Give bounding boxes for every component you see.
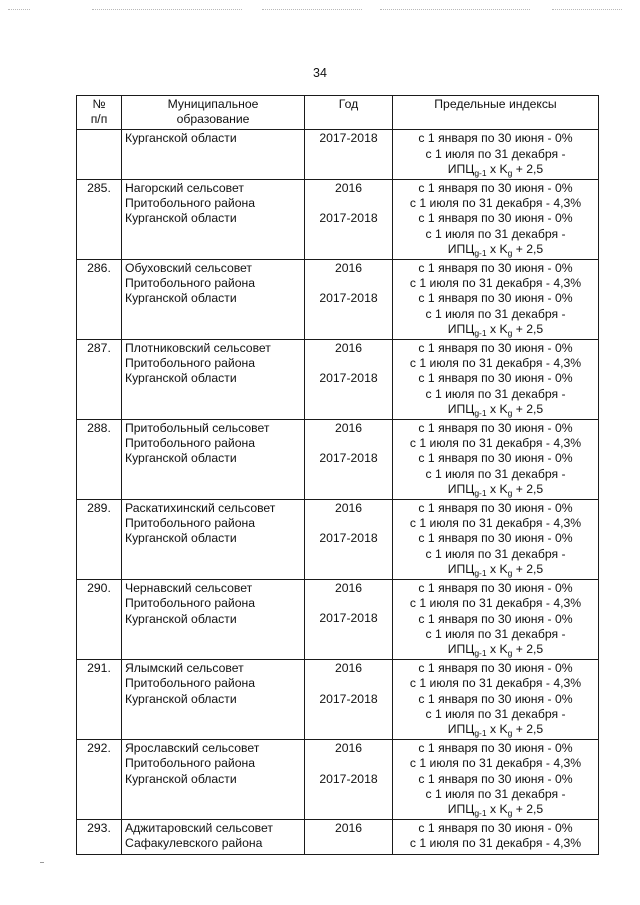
blank-line xyxy=(308,596,389,611)
formula-suffix: + 2,5 xyxy=(512,641,544,656)
formula-suffix: + 2,5 xyxy=(512,801,544,816)
blank-line xyxy=(308,356,389,371)
formula-mid: x K xyxy=(486,161,508,176)
year-value: 2017-2018 xyxy=(319,771,378,786)
table-row xyxy=(77,340,599,420)
formula-suffix: + 2,5 xyxy=(512,241,544,256)
index-period-line: с 1 июля по 31 декабря - xyxy=(425,706,566,721)
index-cell xyxy=(393,130,599,180)
formula-mid: x K xyxy=(486,721,508,736)
formula-mid: x K xyxy=(486,801,508,816)
index-period-line: с 1 января по 30 июня - 0% xyxy=(418,741,573,756)
index-period-line: с 1 января по 30 июня - 0% xyxy=(418,211,573,226)
municipality-line: Курганской области xyxy=(125,771,237,786)
page-number: 34 xyxy=(313,66,327,80)
index-formula xyxy=(396,562,595,577)
municipality-line: Плотниковский сельсовет xyxy=(125,341,271,356)
formula-mid: x K xyxy=(486,561,508,576)
index-period-line: с 1 января по 30 июня - 0% xyxy=(418,181,573,196)
table-row xyxy=(77,500,599,580)
table-row xyxy=(77,660,599,740)
index-formula xyxy=(396,722,595,737)
formula-subscript: g xyxy=(507,407,513,418)
index-period-line: с 1 июля по 31 декабря - xyxy=(425,626,566,641)
year-cell xyxy=(305,820,393,854)
index-period-line: с 1 июля по 31 декабря - xyxy=(425,226,566,241)
table-row xyxy=(77,180,599,260)
formula-subscript: g-1 xyxy=(474,407,487,418)
year-value: 2016 xyxy=(334,821,363,836)
municipality-line: Сафакулевского района xyxy=(125,836,263,851)
municipality-line: Раскатихинский сельсовет xyxy=(125,501,276,516)
index-period-line: с 1 января по 30 июня - 0% xyxy=(418,581,573,596)
year-value: 2016 xyxy=(334,501,363,516)
municipality-line: Притобольного района xyxy=(125,356,256,371)
municipality-line: Притобольный сельсовет xyxy=(125,421,270,436)
index-period-line: с 1 июля по 31 декабря - 4,3% xyxy=(409,196,582,211)
row-number: 285. xyxy=(77,180,122,260)
index-formula xyxy=(396,162,595,177)
municipality-cell xyxy=(122,820,305,854)
year-cell xyxy=(305,500,393,580)
price-index-table xyxy=(76,95,599,855)
index-period-line: с 1 июля по 31 декабря - xyxy=(425,306,566,321)
index-period-line: с 1 января по 30 июня - 0% xyxy=(418,421,573,436)
formula-subscript: g xyxy=(507,807,513,818)
year-value: 2016 xyxy=(334,261,363,276)
municipality-line: Притобольного района xyxy=(125,436,256,451)
index-cell xyxy=(393,260,599,340)
header-year: Год xyxy=(305,96,393,130)
table-header-row xyxy=(77,96,599,130)
municipality-line: Курганской области xyxy=(125,291,237,306)
formula-subscript: g xyxy=(507,647,513,658)
municipality-cell xyxy=(122,500,305,580)
index-period-line: с 1 июля по 31 декабря - 4,3% xyxy=(409,596,582,611)
municipality-cell xyxy=(122,340,305,420)
municipality-cell xyxy=(122,660,305,740)
row-number: 291. xyxy=(77,660,122,740)
formula-mid: x K xyxy=(486,401,508,416)
municipality-line: Обуховский сельсовет xyxy=(125,261,253,276)
index-period-line: с 1 июля по 31 декабря - 4,3% xyxy=(409,276,582,291)
municipality-line: Чернавский сельсовет xyxy=(125,581,253,596)
index-cell xyxy=(393,580,599,660)
index-period-line: с 1 января по 30 июня - 0% xyxy=(418,371,573,386)
index-period-line: с 1 июля по 31 декабря - 4,3% xyxy=(409,356,582,371)
index-period-line: с 1 июля по 31 декабря - xyxy=(425,466,566,481)
formula-subscript: g-1 xyxy=(474,167,487,178)
table-body xyxy=(77,130,599,854)
year-value: 2016 xyxy=(334,661,363,676)
header-indexes: Предельные индексы xyxy=(393,96,599,130)
index-period-line: с 1 июля по 31 декабря - xyxy=(425,146,566,161)
year-value: 2017-2018 xyxy=(319,211,378,226)
index-period-line: с 1 июля по 31 декабря - xyxy=(425,386,566,401)
formula-suffix: + 2,5 xyxy=(512,561,544,576)
row-number: 292. xyxy=(77,740,122,820)
index-period-line: с 1 июля по 31 декабря - 4,3% xyxy=(409,676,582,691)
table-row xyxy=(77,130,599,180)
header-number: № п/п xyxy=(77,96,122,130)
municipality-cell xyxy=(122,260,305,340)
municipality-line: Притобольного района xyxy=(125,676,256,691)
formula-subscript: g xyxy=(507,247,513,258)
municipality-cell xyxy=(122,180,305,260)
row-number: 293. xyxy=(77,820,122,854)
index-formula xyxy=(396,802,595,817)
index-formula xyxy=(396,322,595,337)
index-formula xyxy=(396,482,595,497)
index-period-line: с 1 января по 30 июня - 0% xyxy=(418,691,573,706)
formula-suffix: + 2,5 xyxy=(512,401,544,416)
formula-subscript: g-1 xyxy=(474,247,487,258)
municipality-cell xyxy=(122,580,305,660)
year-value: 2016 xyxy=(334,181,363,196)
scan-artifact-line xyxy=(380,9,530,10)
index-formula xyxy=(396,642,595,657)
index-period-line: с 1 января по 30 июня - 0% xyxy=(418,341,573,356)
index-formula xyxy=(396,242,595,257)
row-number: 287. xyxy=(77,340,122,420)
index-cell xyxy=(393,340,599,420)
year-value: 2016 xyxy=(334,581,363,596)
scan-mark xyxy=(40,862,44,863)
index-cell xyxy=(393,820,599,854)
year-cell xyxy=(305,580,393,660)
blank-line xyxy=(308,676,389,691)
municipality-line: Курганской области xyxy=(125,451,237,466)
index-period-line: с 1 января по 30 июня - 0% xyxy=(418,451,573,466)
formula-prefix: ИПЦ xyxy=(447,801,475,816)
formula-prefix: ИПЦ xyxy=(447,401,475,416)
year-value: 2017-2018 xyxy=(319,131,378,146)
year-cell xyxy=(305,340,393,420)
municipality-line: Курганской области xyxy=(125,531,237,546)
blank-line xyxy=(308,756,389,771)
row-number: 286. xyxy=(77,260,122,340)
municipality-line: Курганской области xyxy=(125,371,237,386)
blank-line xyxy=(308,276,389,291)
table-row xyxy=(77,820,599,854)
municipality-line: Притобольного района xyxy=(125,516,256,531)
index-period-line: с 1 июля по 31 декабря - 4,3% xyxy=(409,436,582,451)
year-value: 2017-2018 xyxy=(319,611,378,626)
formula-mid: x K xyxy=(486,241,508,256)
formula-subscript: g xyxy=(507,327,513,338)
blank-line xyxy=(308,436,389,451)
formula-subscript: g-1 xyxy=(474,727,487,738)
index-cell xyxy=(393,740,599,820)
formula-mid: x K xyxy=(486,481,508,496)
index-period-line: с 1 июля по 31 декабря - 4,3% xyxy=(409,516,582,531)
row-number: 289. xyxy=(77,500,122,580)
formula-suffix: + 2,5 xyxy=(512,481,544,496)
formula-prefix: ИПЦ xyxy=(447,561,475,576)
index-period-line: с 1 января по 30 июня - 0% xyxy=(418,501,573,516)
formula-subscript: g-1 xyxy=(474,647,487,658)
index-period-line: с 1 января по 30 июня - 0% xyxy=(418,611,573,626)
scan-artifact-line xyxy=(92,9,242,10)
year-cell xyxy=(305,740,393,820)
index-cell xyxy=(393,420,599,500)
scan-artifact-line xyxy=(552,9,622,10)
formula-prefix: ИПЦ xyxy=(447,641,475,656)
municipality-cell xyxy=(122,740,305,820)
formula-prefix: ИПЦ xyxy=(447,161,475,176)
index-cell xyxy=(393,500,599,580)
formula-prefix: ИПЦ xyxy=(447,321,475,336)
year-value: 2016 xyxy=(334,741,363,756)
formula-mid: x K xyxy=(486,641,508,656)
index-cell xyxy=(393,180,599,260)
formula-mid: x K xyxy=(486,321,508,336)
year-cell xyxy=(305,420,393,500)
municipality-line: Аджитаровский сельсовет xyxy=(125,821,273,836)
formula-suffix: + 2,5 xyxy=(512,721,544,736)
municipality-line: Ярославский сельсовет xyxy=(125,741,260,756)
row-number: 288. xyxy=(77,420,122,500)
index-period-line: с 1 января по 30 июня - 0% xyxy=(418,661,573,676)
year-value: 2016 xyxy=(334,421,363,436)
year-value: 2017-2018 xyxy=(319,371,378,386)
index-period-line: с 1 января по 30 июня - 0% xyxy=(418,821,573,836)
formula-subscript: g-1 xyxy=(474,807,487,818)
blank-line xyxy=(308,196,389,211)
index-period-line: с 1 января по 30 июня - 0% xyxy=(418,261,573,276)
formula-prefix: ИПЦ xyxy=(447,481,475,496)
year-value: 2017-2018 xyxy=(319,531,378,546)
formula-prefix: ИПЦ xyxy=(447,241,475,256)
index-period-line: с 1 июля по 31 декабря - 4,3% xyxy=(409,756,582,771)
municipality-line: Курганской области xyxy=(125,611,237,626)
index-formula xyxy=(396,402,595,417)
index-period-line: с 1 января по 30 июня - 0% xyxy=(418,771,573,786)
index-period-line: с 1 июля по 31 декабря - xyxy=(425,546,566,561)
year-value: 2017-2018 xyxy=(319,451,378,466)
municipality-line: Ялымский сельсовет xyxy=(125,661,244,676)
municipality-cell xyxy=(122,130,305,180)
year-cell xyxy=(305,260,393,340)
formula-subscript: g xyxy=(507,727,513,738)
scan-artifact-line xyxy=(8,9,30,10)
index-period-line: с 1 января по 30 июня - 0% xyxy=(418,531,573,546)
year-value: 2017-2018 xyxy=(319,691,378,706)
index-period-line: с 1 января по 30 июня - 0% xyxy=(418,131,573,146)
formula-suffix: + 2,5 xyxy=(512,321,544,336)
formula-subscript: g xyxy=(507,567,513,578)
row-number xyxy=(77,130,122,180)
index-period-line: с 1 июля по 31 декабря - 4,3% xyxy=(409,836,582,851)
table-row xyxy=(77,580,599,660)
municipality-line: Притобольного района xyxy=(125,276,256,291)
header-municipality: Муниципальное образование xyxy=(122,96,305,130)
municipality-line: Притобольного района xyxy=(125,196,256,211)
index-period-line: с 1 июля по 31 декабря - xyxy=(425,786,566,801)
formula-subscript: g xyxy=(507,487,513,498)
municipality-line: Курганской области xyxy=(125,131,237,146)
table-row xyxy=(77,420,599,500)
row-number: 290. xyxy=(77,580,122,660)
municipality-line: Нагорский сельсовет xyxy=(125,181,244,196)
table-row xyxy=(77,260,599,340)
year-value: 2016 xyxy=(334,341,363,356)
municipality-line: Притобольного района xyxy=(125,596,256,611)
formula-suffix: + 2,5 xyxy=(512,161,544,176)
municipality-line: Курганской области xyxy=(125,211,237,226)
formula-subscript: g-1 xyxy=(474,327,487,338)
formula-subscript: g xyxy=(507,167,513,178)
blank-line xyxy=(308,516,389,531)
year-value: 2017-2018 xyxy=(319,291,378,306)
municipality-line: Притобольного района xyxy=(125,756,256,771)
formula-prefix: ИПЦ xyxy=(447,721,475,736)
municipality-line: Курганской области xyxy=(125,691,237,706)
index-cell xyxy=(393,660,599,740)
municipality-cell xyxy=(122,420,305,500)
year-cell xyxy=(305,180,393,260)
table-row xyxy=(77,740,599,820)
year-cell xyxy=(305,130,393,180)
formula-subscript: g-1 xyxy=(474,487,487,498)
scan-artifact-line xyxy=(262,9,362,10)
formula-subscript: g-1 xyxy=(474,567,487,578)
year-cell xyxy=(305,660,393,740)
index-period-line: с 1 января по 30 июня - 0% xyxy=(418,291,573,306)
